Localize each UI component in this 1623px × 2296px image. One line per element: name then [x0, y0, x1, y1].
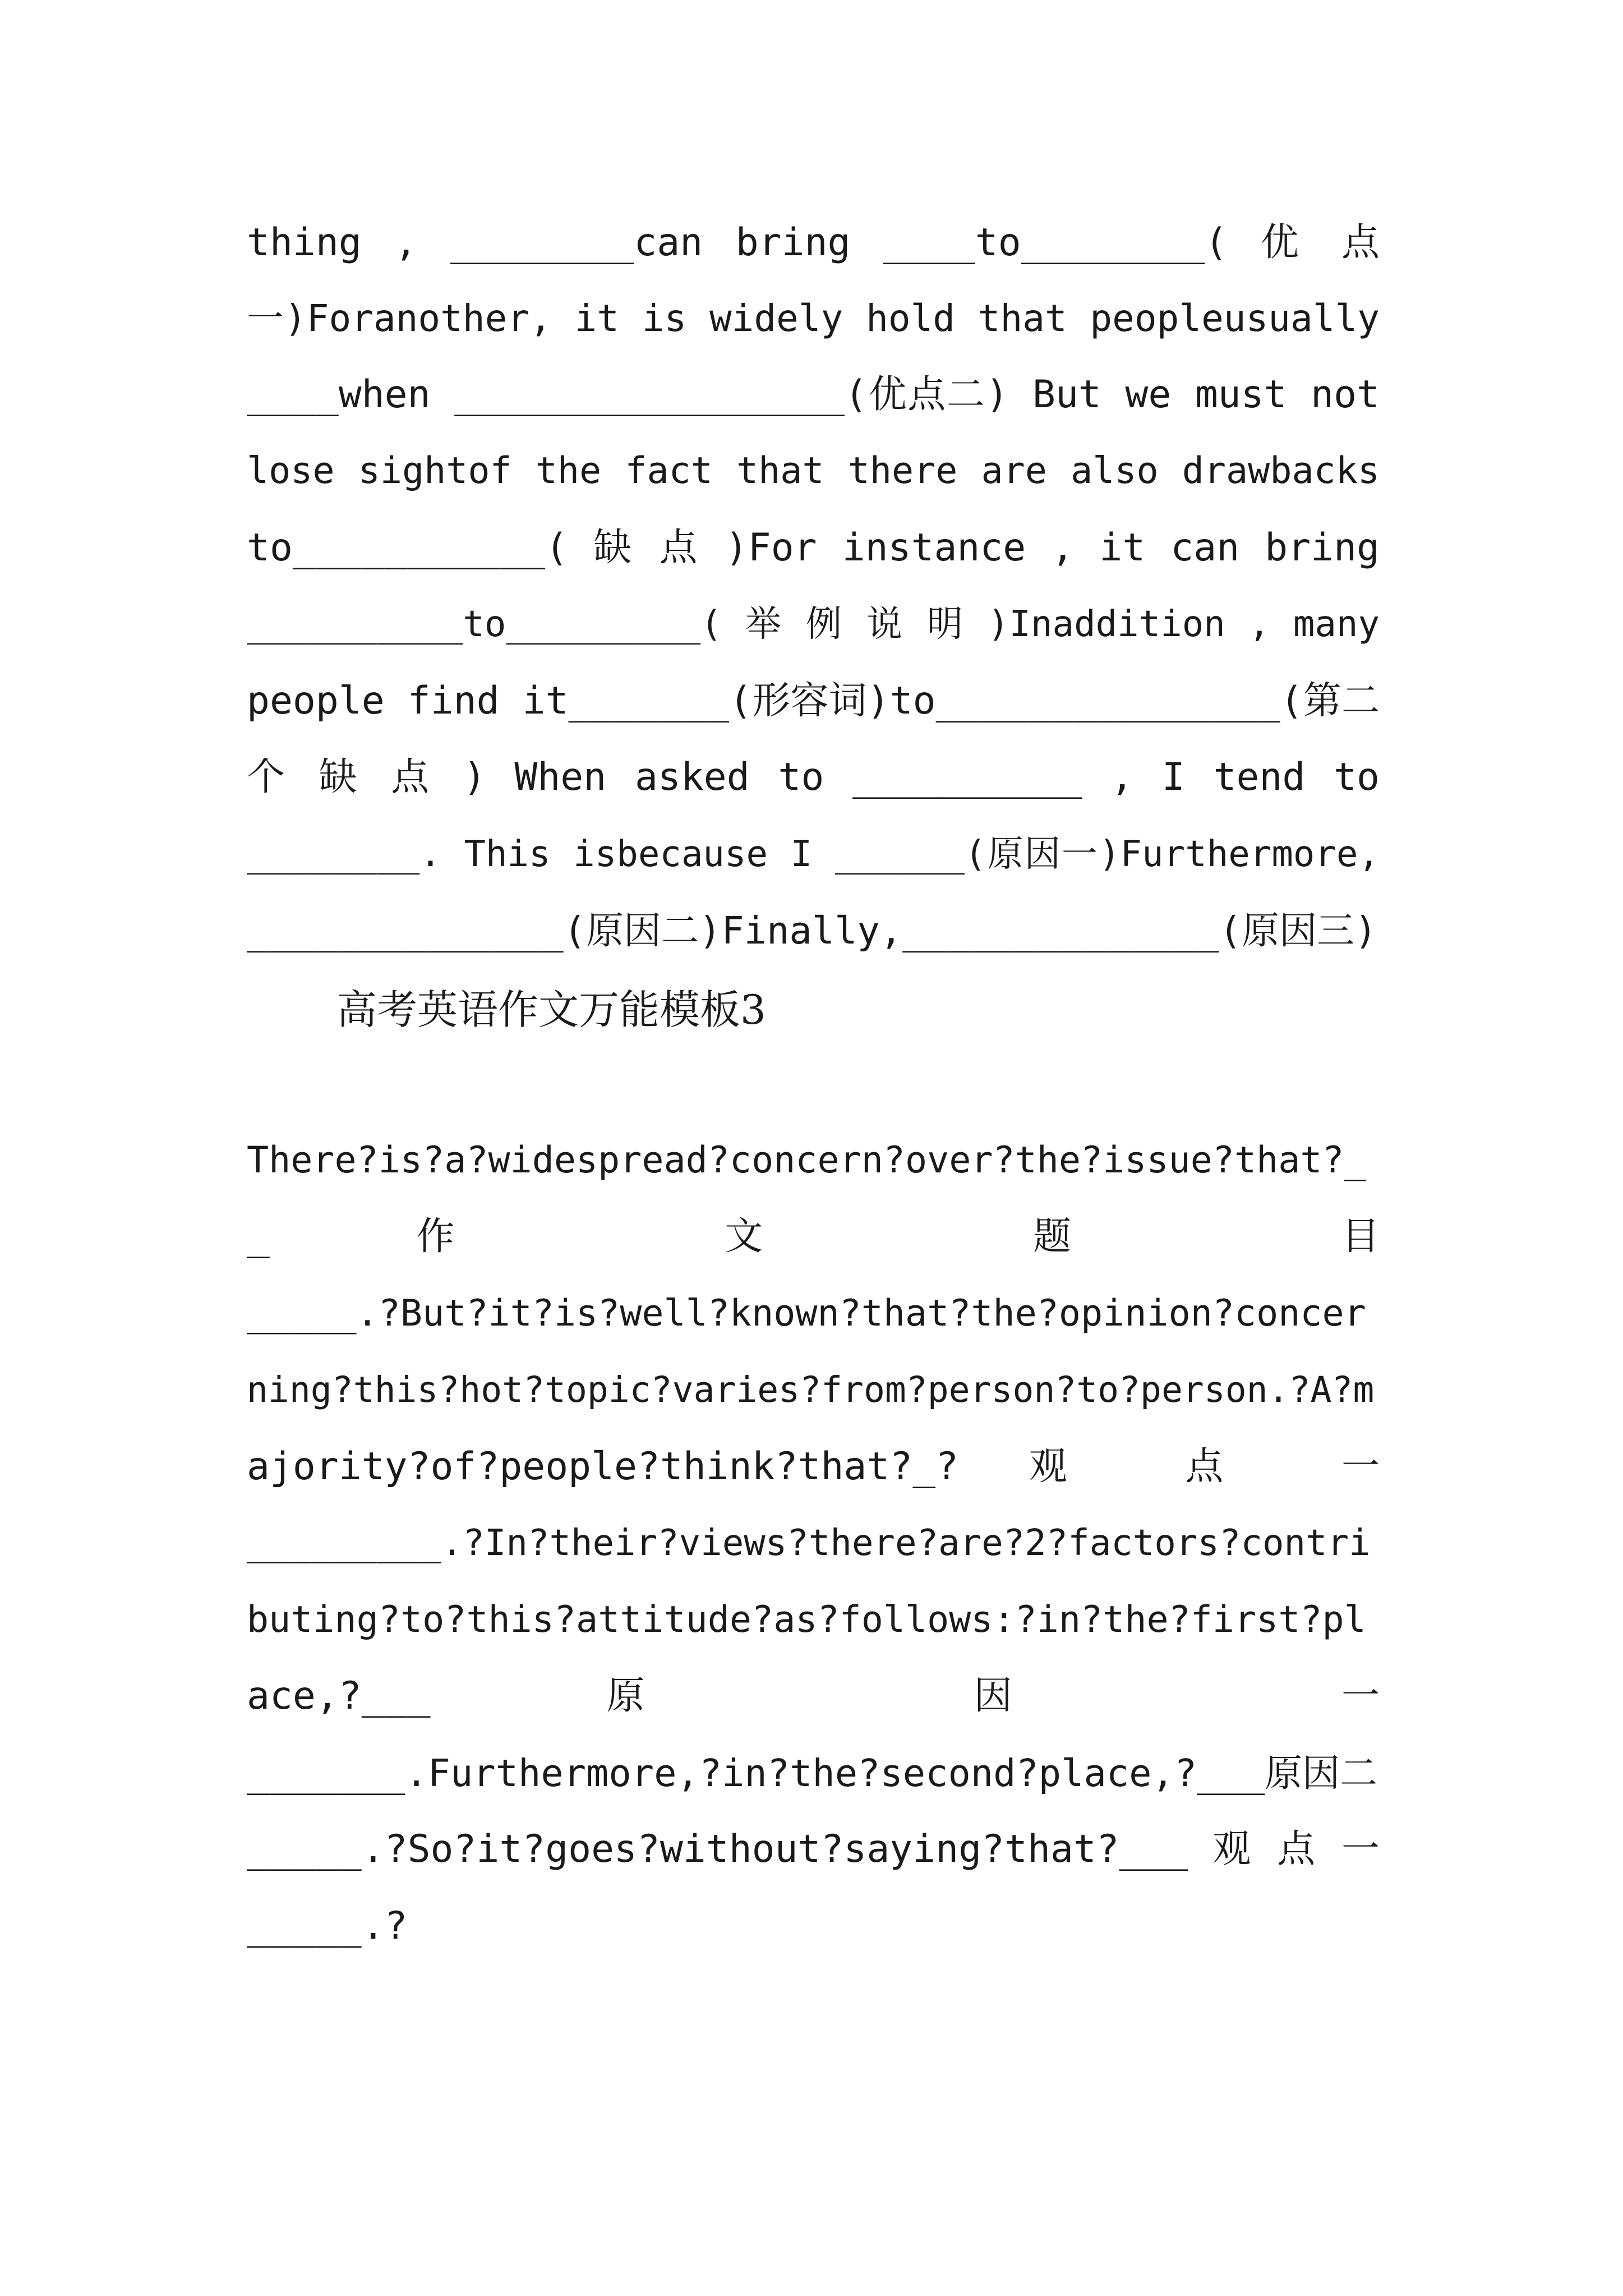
- text-line: buting?to?this?attitude?as?follows:?in?the?first?pl: [247, 1599, 1366, 1641]
- text-line: ace,?___ 原 因 一: [247, 1674, 1380, 1718]
- text-line: _____.?But?it?is?well?known?that?the?opinion?concer: [247, 1292, 1366, 1335]
- text-line: ajority?of?people?think?that?_? 观 点 一: [247, 1444, 1380, 1489]
- text-line: thing , ________can bring ____to________( 优 点: [247, 220, 1380, 265]
- text-line: __________to_________( 举 例 说 明 )Inaddition , many: [247, 604, 1380, 645]
- text-line: 一)Foranother, it is widely hold that peopleusually: [247, 297, 1380, 340]
- text-line: 个 缺 点 ) When asked to __________ , I tend to: [247, 755, 1380, 799]
- text-line: people find it_______(形容词)to_______________(第二: [247, 679, 1380, 723]
- text-line: _________.?In?their?views?there?are?2?factors?contri: [247, 1522, 1371, 1564]
- text-line: lose sightof the fact that there are also drawbacks: [247, 450, 1380, 492]
- text-line: _____.?So?it?goes?without?saying?that?___ 观 点 一: [247, 1827, 1380, 1871]
- text-line: _______.Furthermore,?in?the?second?place,?___原因二: [247, 1751, 1378, 1795]
- text-line: ning?this?hot?topic?varies?from?person?to?person.?A?m: [247, 1369, 1375, 1410]
- text-line: There?is?a?widespread?concern?over?the?issue?that?_: [247, 1139, 1366, 1181]
- text-line: to___________( 缺 点 )For instance , it can bring: [247, 526, 1380, 570]
- text-line: _ 作 文 题 目: [247, 1214, 1380, 1259]
- text-line: ________. This isbecause I ______(原因一)Furthermore,: [247, 834, 1380, 875]
- text-line: ____when _________________(优点二) But we must not: [247, 372, 1380, 417]
- text-line: ______________(原因二)Finally,______________(原因三): [247, 909, 1377, 953]
- text-line: _____.?: [247, 1904, 408, 1948]
- section-heading: 高考英语作文万能模板3: [336, 986, 766, 1033]
